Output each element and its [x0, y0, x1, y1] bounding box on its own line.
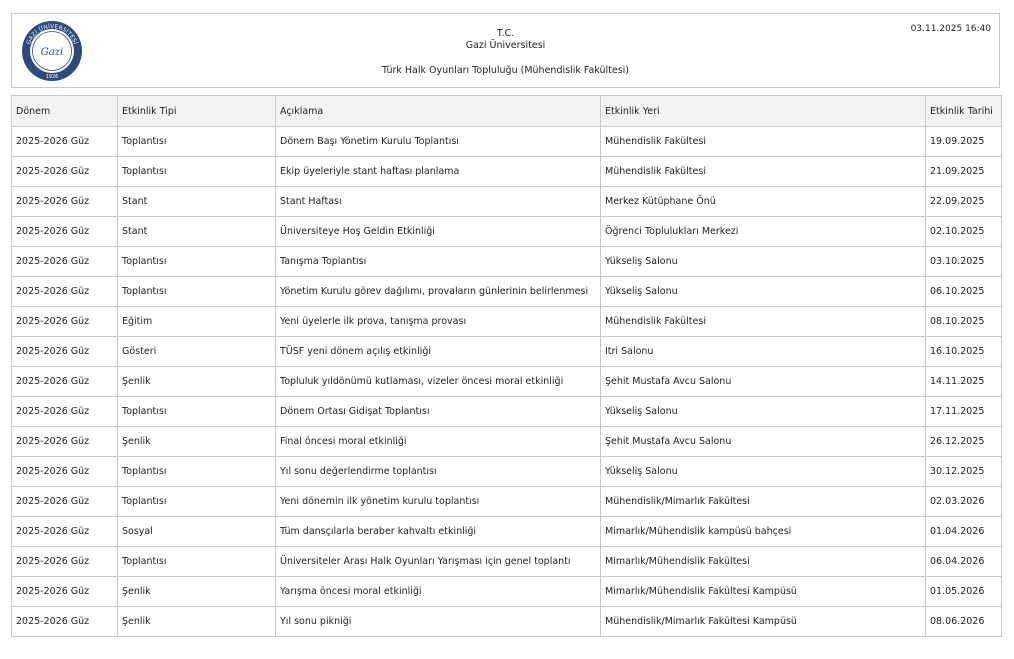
description-cell: Stant Haftası [276, 187, 601, 217]
term-cell: 2025-2026 Güz [12, 247, 118, 277]
event-type-cell: Sosyal [118, 517, 276, 547]
term-cell: 2025-2026 Güz [12, 517, 118, 547]
event-type-cell: Şenlik [118, 607, 276, 637]
table-row [12, 187, 1002, 217]
description-cell: Yeni dönemin ilk yönetim kurulu toplantısı [276, 487, 601, 517]
description-cell: Yıl sonu pikniği [276, 607, 601, 637]
term-cell: 2025-2026 Güz [12, 427, 118, 457]
term-cell: 2025-2026 Güz [12, 307, 118, 337]
event-type-cell: Stant [118, 217, 276, 247]
description-cell: Üniversiteye Hoş Geldin Etkinliği [276, 217, 601, 247]
location-cell: Mühendislik Fakültesi [601, 127, 926, 157]
date-cell: 14.11.2025 [926, 367, 1002, 397]
term-cell: 2025-2026 Güz [12, 367, 118, 397]
table-row [12, 397, 1002, 427]
date-cell: 17.11.2025 [926, 397, 1002, 427]
location-cell: Mimarlık/Mühendislik Fakültesi [601, 547, 926, 577]
column-header-description: Açıklama [276, 96, 601, 127]
header-tc: T.C. [496, 28, 515, 39]
table-row [12, 487, 1002, 517]
date-cell: 06.04.2026 [926, 547, 1002, 577]
location-cell: Şehit Mustafa Avcu Salonu [601, 367, 926, 397]
description-cell: Yönetim Kurulu görev dağılımı, provaların günlerinin belirlenmesi [276, 277, 601, 307]
description-cell: Üniversiteler Arası Halk Oyunları Yarışması için genel toplantı [276, 547, 601, 577]
location-cell: Yükseliş Salonu [601, 247, 926, 277]
table-row [12, 517, 1002, 547]
location-cell: Mühendislik/Mimarlık Fakültesi [601, 487, 926, 517]
event-type-cell: Toplantısı [118, 247, 276, 277]
term-cell: 2025-2026 Güz [12, 337, 118, 367]
term-cell: 2025-2026 Güz [12, 127, 118, 157]
term-cell: 2025-2026 Güz [12, 547, 118, 577]
header-university: Gazi Üniversitesi [465, 40, 546, 51]
location-cell: Mimarlık/Mühendislik kampüsü bahçesi [601, 517, 926, 547]
location-cell: Mimarlık/Mühendislik Fakültesi Kampüsü [601, 577, 926, 607]
term-cell: 2025-2026 Güz [12, 487, 118, 517]
term-cell: 2025-2026 Güz [12, 577, 118, 607]
description-cell: Yarışma öncesi moral etkinliği [276, 577, 601, 607]
table-row [12, 457, 1002, 487]
date-cell: 22.09.2025 [926, 187, 1002, 217]
event-type-cell: Şenlik [118, 427, 276, 457]
date-cell: 26.12.2025 [926, 427, 1002, 457]
table-row [12, 127, 1002, 157]
date-cell: 03.10.2025 [926, 247, 1002, 277]
printed-timestamp: 03.11.2025 16:40 [910, 24, 991, 34]
column-header-date: Etkinlik Tarihi [926, 96, 1002, 127]
description-cell: TÜSF yeni dönem açılış etkinliği [276, 337, 601, 367]
logo-year: 1926 [45, 74, 59, 80]
location-cell: Merkez Kütüphane Önü [601, 187, 926, 217]
event-type-cell: Toplantısı [118, 487, 276, 517]
description-cell: Tanışma Toplantısı [276, 247, 601, 277]
description-cell: Tüm dansçılarla beraber kahvaltı etkinliği [276, 517, 601, 547]
location-cell: Yükseliş Salonu [601, 277, 926, 307]
date-cell: 02.03.2026 [926, 487, 1002, 517]
event-type-cell: Toplantısı [118, 397, 276, 427]
location-cell: Mühendislik Fakültesi [601, 307, 926, 337]
description-cell: Dönem Ortası Gidişat Toplantısı [276, 397, 601, 427]
location-cell: Mühendislik/Mimarlık Fakültesi Kampüsü [601, 607, 926, 637]
logo-ring-text: GAZİ ÜNİVERSİTESİ [26, 23, 78, 46]
date-cell: 02.10.2025 [926, 217, 1002, 247]
event-type-cell: Gösteri [118, 337, 276, 367]
report-header [11, 13, 1000, 88]
date-cell: 30.12.2025 [926, 457, 1002, 487]
date-cell: 16.10.2025 [926, 337, 1002, 367]
description-cell: Topluluk yıldönümü kutlaması, vizeler öncesi moral etkinliği [276, 367, 601, 397]
table-row [12, 307, 1002, 337]
event-type-cell: Toplantısı [118, 277, 276, 307]
event-type-cell: Toplantısı [118, 547, 276, 577]
table-row [12, 577, 1002, 607]
table-row [12, 157, 1002, 187]
event-type-cell: Toplantısı [118, 157, 276, 187]
term-cell: 2025-2026 Güz [12, 187, 118, 217]
description-cell: Dönem Başı Yönetim Kurulu Toplantısı [276, 127, 601, 157]
event-type-cell: Stant [118, 187, 276, 217]
event-type-cell: Şenlik [118, 577, 276, 607]
table-row [12, 427, 1002, 457]
column-header-event-type: Etkinlik Tipi [118, 96, 276, 127]
date-cell: 01.05.2026 [926, 577, 1002, 607]
description-cell: Yıl sonu değerlendirme toplantısı [276, 457, 601, 487]
date-cell: 19.09.2025 [926, 127, 1002, 157]
term-cell: 2025-2026 Güz [12, 607, 118, 637]
table-row [12, 277, 1002, 307]
logo-center-text: Gazi [40, 47, 64, 58]
date-cell: 08.10.2025 [926, 307, 1002, 337]
table-row [12, 337, 1002, 367]
term-cell: 2025-2026 Güz [12, 157, 118, 187]
description-cell: Yeni üyelerle ilk prova, tanışma provası [276, 307, 601, 337]
date-cell: 06.10.2025 [926, 277, 1002, 307]
table-row [12, 217, 1002, 247]
column-header-term: Dönem [12, 96, 118, 127]
date-cell: 21.09.2025 [926, 157, 1002, 187]
event-type-cell: Şenlik [118, 367, 276, 397]
event-type-cell: Toplantısı [118, 457, 276, 487]
location-cell: Şehit Mustafa Avcu Salonu [601, 427, 926, 457]
column-header-location: Etkinlik Yeri [601, 96, 926, 127]
event-type-cell: Eğitim [118, 307, 276, 337]
description-cell: Final öncesi moral etkinliği [276, 427, 601, 457]
location-cell: Öğrenci Toplulukları Merkezi [601, 217, 926, 247]
location-cell: Mühendislik Fakültesi [601, 157, 926, 187]
table-row [12, 367, 1002, 397]
header-club-name: Türk Halk Oyunları Topluluğu (Mühendislik Fakültesi) [381, 65, 630, 76]
table-row [12, 607, 1002, 637]
table-header-row [12, 96, 1002, 127]
date-cell: 01.04.2026 [926, 517, 1002, 547]
location-cell: Yükseliş Salonu [601, 457, 926, 487]
events-table [11, 95, 1002, 637]
location-cell: Yükseliş Salonu [601, 397, 926, 427]
term-cell: 2025-2026 Güz [12, 457, 118, 487]
location-cell: Itri Salonu [601, 337, 926, 367]
table-row [12, 547, 1002, 577]
term-cell: 2025-2026 Güz [12, 397, 118, 427]
event-type-cell: Toplantısı [118, 127, 276, 157]
term-cell: 2025-2026 Güz [12, 277, 118, 307]
date-cell: 08.06.2026 [926, 607, 1002, 637]
description-cell: Ekip üyeleriyle stant haftası planlama [276, 157, 601, 187]
table-row [12, 247, 1002, 277]
term-cell: 2025-2026 Güz [12, 217, 118, 247]
